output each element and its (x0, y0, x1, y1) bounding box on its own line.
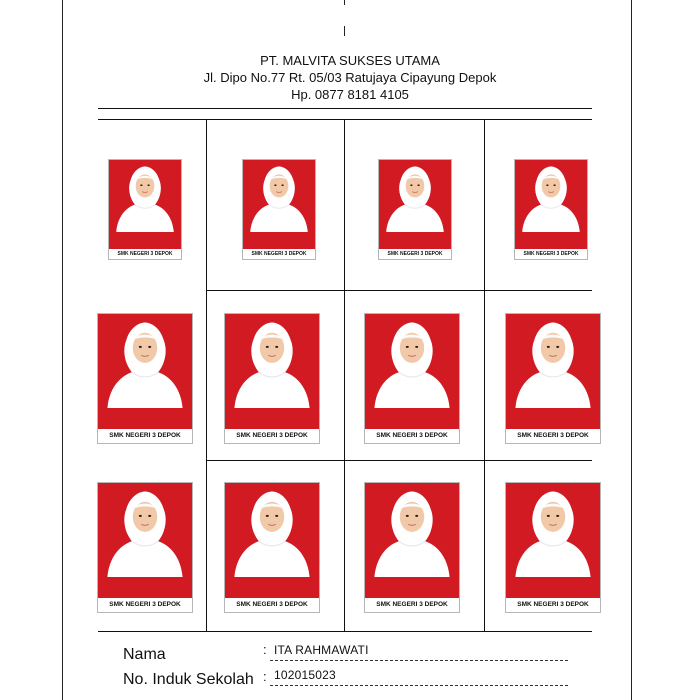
portrait-image (515, 160, 587, 232)
portrait-image (98, 314, 192, 408)
photo-caption: SMK NEGERI 3 DEPOK (225, 598, 319, 612)
photo-small-1 (108, 159, 182, 260)
company-name: PT. MALVITA SUKSES UTAMA (260, 53, 440, 68)
photo-caption: SMK NEGERI 3 DEPOK (98, 598, 192, 612)
photo-caption: SMK NEGERI 3 DEPOK (243, 249, 315, 259)
photo-large-r1-1 (97, 313, 193, 444)
photo-large-r1-2 (224, 313, 320, 444)
photo-caption: SMK NEGERI 3 DEPOK (506, 598, 600, 612)
company-phone: Hp. 0877 8181 4105 (291, 87, 409, 102)
photo-large-r2-1 (97, 482, 193, 613)
grid-row-line-2 (206, 460, 592, 461)
grid-divider-2 (344, 119, 345, 631)
photo-caption: SMK NEGERI 3 DEPOK (515, 249, 587, 259)
portrait-image (506, 483, 600, 577)
grid-top-line (98, 119, 592, 120)
photo-caption: SMK NEGERI 3 DEPOK (109, 249, 181, 259)
photo-large-r1-3 (364, 313, 460, 444)
photo-caption: SMK NEGERI 3 DEPOK (98, 429, 192, 443)
photo-small-4 (514, 159, 588, 260)
photo-small-2 (242, 159, 316, 260)
portrait-image (365, 483, 459, 577)
photo-caption: SMK NEGERI 3 DEPOK (365, 598, 459, 612)
photo-caption: SMK NEGERI 3 DEPOK (365, 429, 459, 443)
grid-divider-1 (206, 119, 207, 631)
grid-bottom-line (98, 631, 592, 632)
photo-caption: SMK NEGERI 3 DEPOK (379, 249, 451, 259)
company-address: Jl. Dipo No.77 Rt. 05/03 Ratujaya Cipayung Depok (203, 70, 497, 85)
photo-large-r2-2 (224, 482, 320, 613)
nis-dotted-line (270, 685, 568, 686)
grid-row-line-1 (206, 290, 592, 291)
portrait-image (225, 483, 319, 577)
name-value: ITA RAHMAWATI (274, 643, 369, 657)
name-dotted-line (270, 660, 568, 661)
name-colon: : (263, 642, 267, 657)
nis-label: No. Induk Sekolah (123, 671, 254, 688)
top-center-mark (344, 26, 345, 36)
name-label: Nama (123, 646, 166, 663)
photo-caption: SMK NEGERI 3 DEPOK (506, 429, 600, 443)
portrait-image (243, 160, 315, 232)
portrait-image (506, 314, 600, 408)
photo-large-r1-4 (505, 313, 601, 444)
photo-small-3 (378, 159, 452, 260)
portrait-image (109, 160, 181, 232)
portrait-image (365, 314, 459, 408)
portrait-image (225, 314, 319, 408)
photo-caption: SMK NEGERI 3 DEPOK (225, 429, 319, 443)
photo-large-r2-3 (364, 482, 460, 613)
header-divider (98, 108, 592, 109)
page-left-border (62, 0, 63, 700)
page-right-border (631, 0, 632, 700)
nis-value: 102015023 (274, 668, 336, 682)
top-tick-mark (344, 0, 345, 5)
photo-large-r2-4 (505, 482, 601, 613)
portrait-image (379, 160, 451, 232)
grid-divider-3 (484, 119, 485, 631)
nis-colon: : (263, 669, 267, 684)
portrait-image (98, 483, 192, 577)
